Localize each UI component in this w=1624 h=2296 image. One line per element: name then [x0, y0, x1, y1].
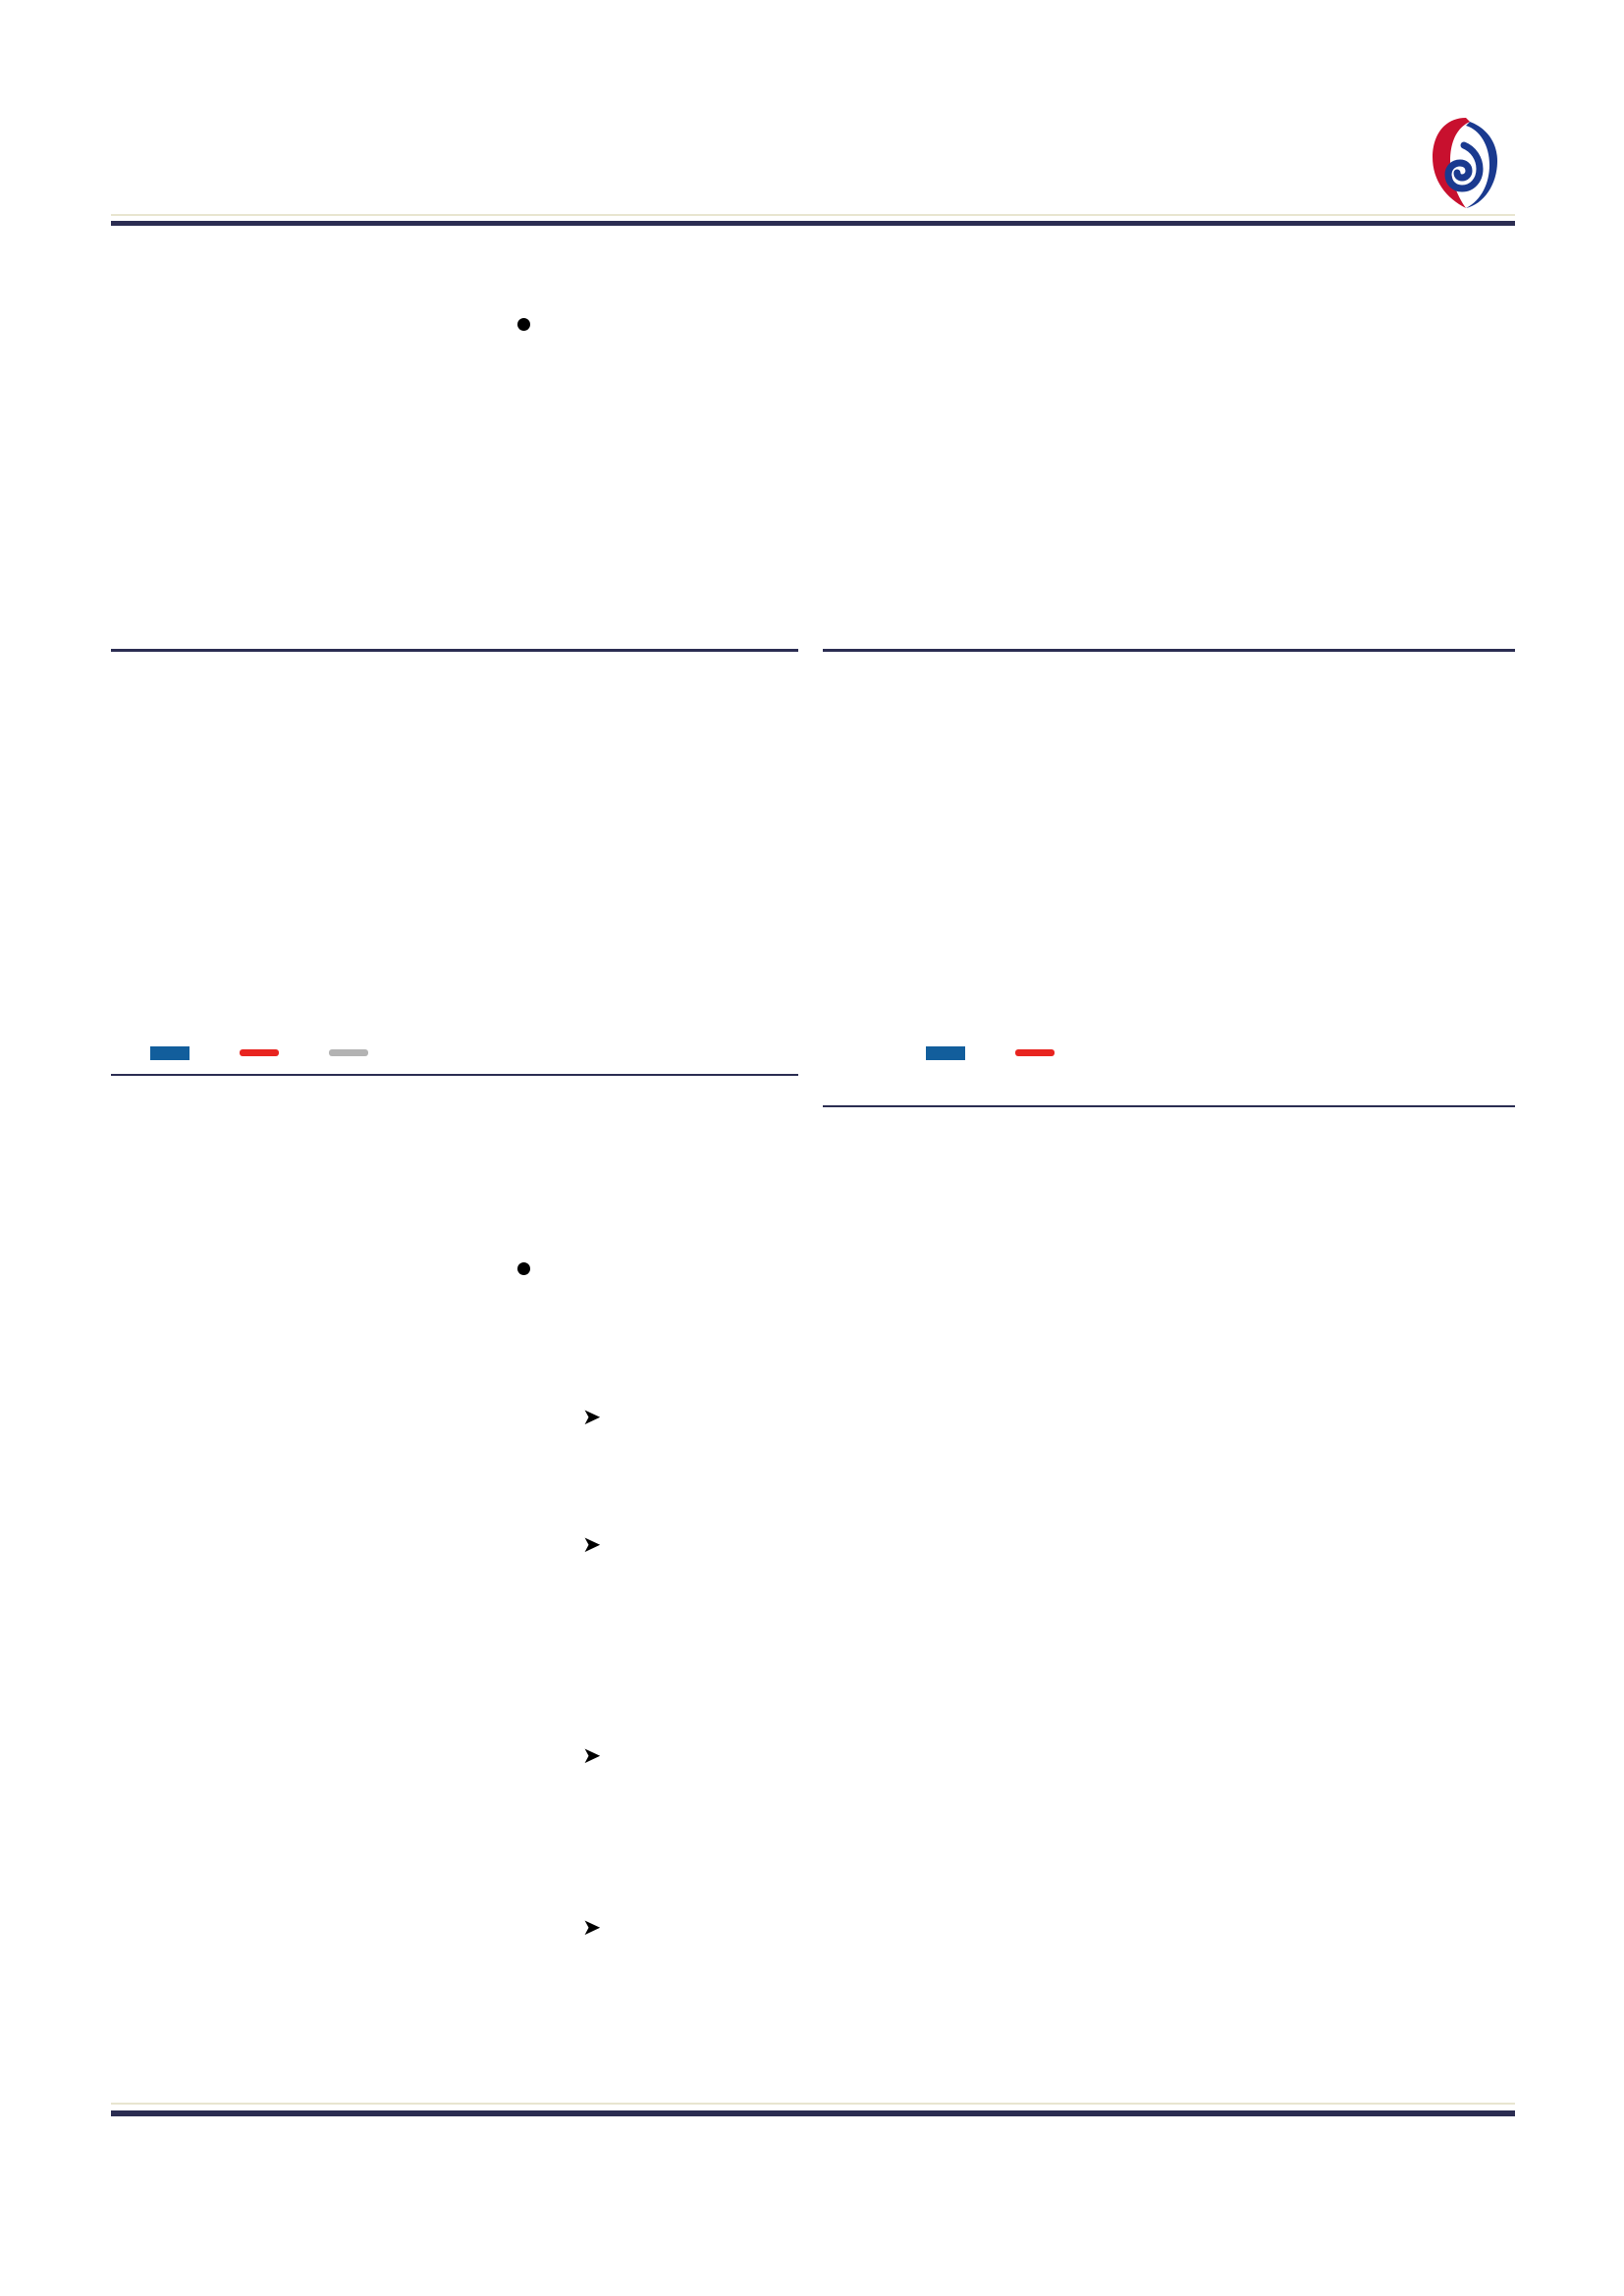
brand-block: [1431, 116, 1515, 210]
figure2-legend: [823, 1046, 1515, 1060]
figure1-plot-area: [111, 652, 798, 1044]
bullet-dot-icon: [517, 1262, 530, 1275]
header-divider-thin: [111, 214, 1515, 216]
footer-divider-thick: [111, 2110, 1515, 2116]
figure2-source: [823, 1107, 1515, 1113]
arrow-right-icon: ➤: [582, 1405, 602, 1429]
legend-item-gross-margin: [329, 1049, 375, 1056]
header-divider-thick: [111, 221, 1515, 226]
industrial-securities-logo-icon: [1431, 116, 1501, 210]
figure1-source: [111, 1076, 798, 1082]
legend-item-revenue-growth: [240, 1049, 286, 1056]
legend-item-net-profit: [926, 1046, 972, 1060]
revenue-chart-svg: [111, 652, 798, 1044]
legend-swatch-line-icon: [240, 1049, 279, 1056]
bullet-dot-icon: [517, 318, 530, 331]
figure-net-profit: [823, 643, 1515, 1113]
arrow-right-icon: ➤: [582, 1532, 602, 1557]
figure1-legend: [111, 1046, 798, 1060]
legend-item-revenue: [150, 1046, 196, 1060]
footer-divider-thin: [111, 2103, 1515, 2105]
legend-item-net-margin: [1015, 1049, 1061, 1056]
legend-swatch-line-icon: [329, 1049, 368, 1056]
legend-swatch-line-icon: [1015, 1049, 1055, 1056]
legend-swatch-bar-icon: [150, 1046, 189, 1060]
arrow-right-icon: ➤: [582, 1915, 602, 1940]
legend-swatch-bar-icon: [926, 1046, 965, 1060]
figure2-plot-area: [823, 652, 1515, 1044]
net-profit-chart-svg: [823, 652, 1515, 1044]
figure-revenue: [111, 643, 798, 1082]
page-header: [111, 108, 1515, 226]
arrow-right-icon: ➤: [582, 1743, 602, 1768]
